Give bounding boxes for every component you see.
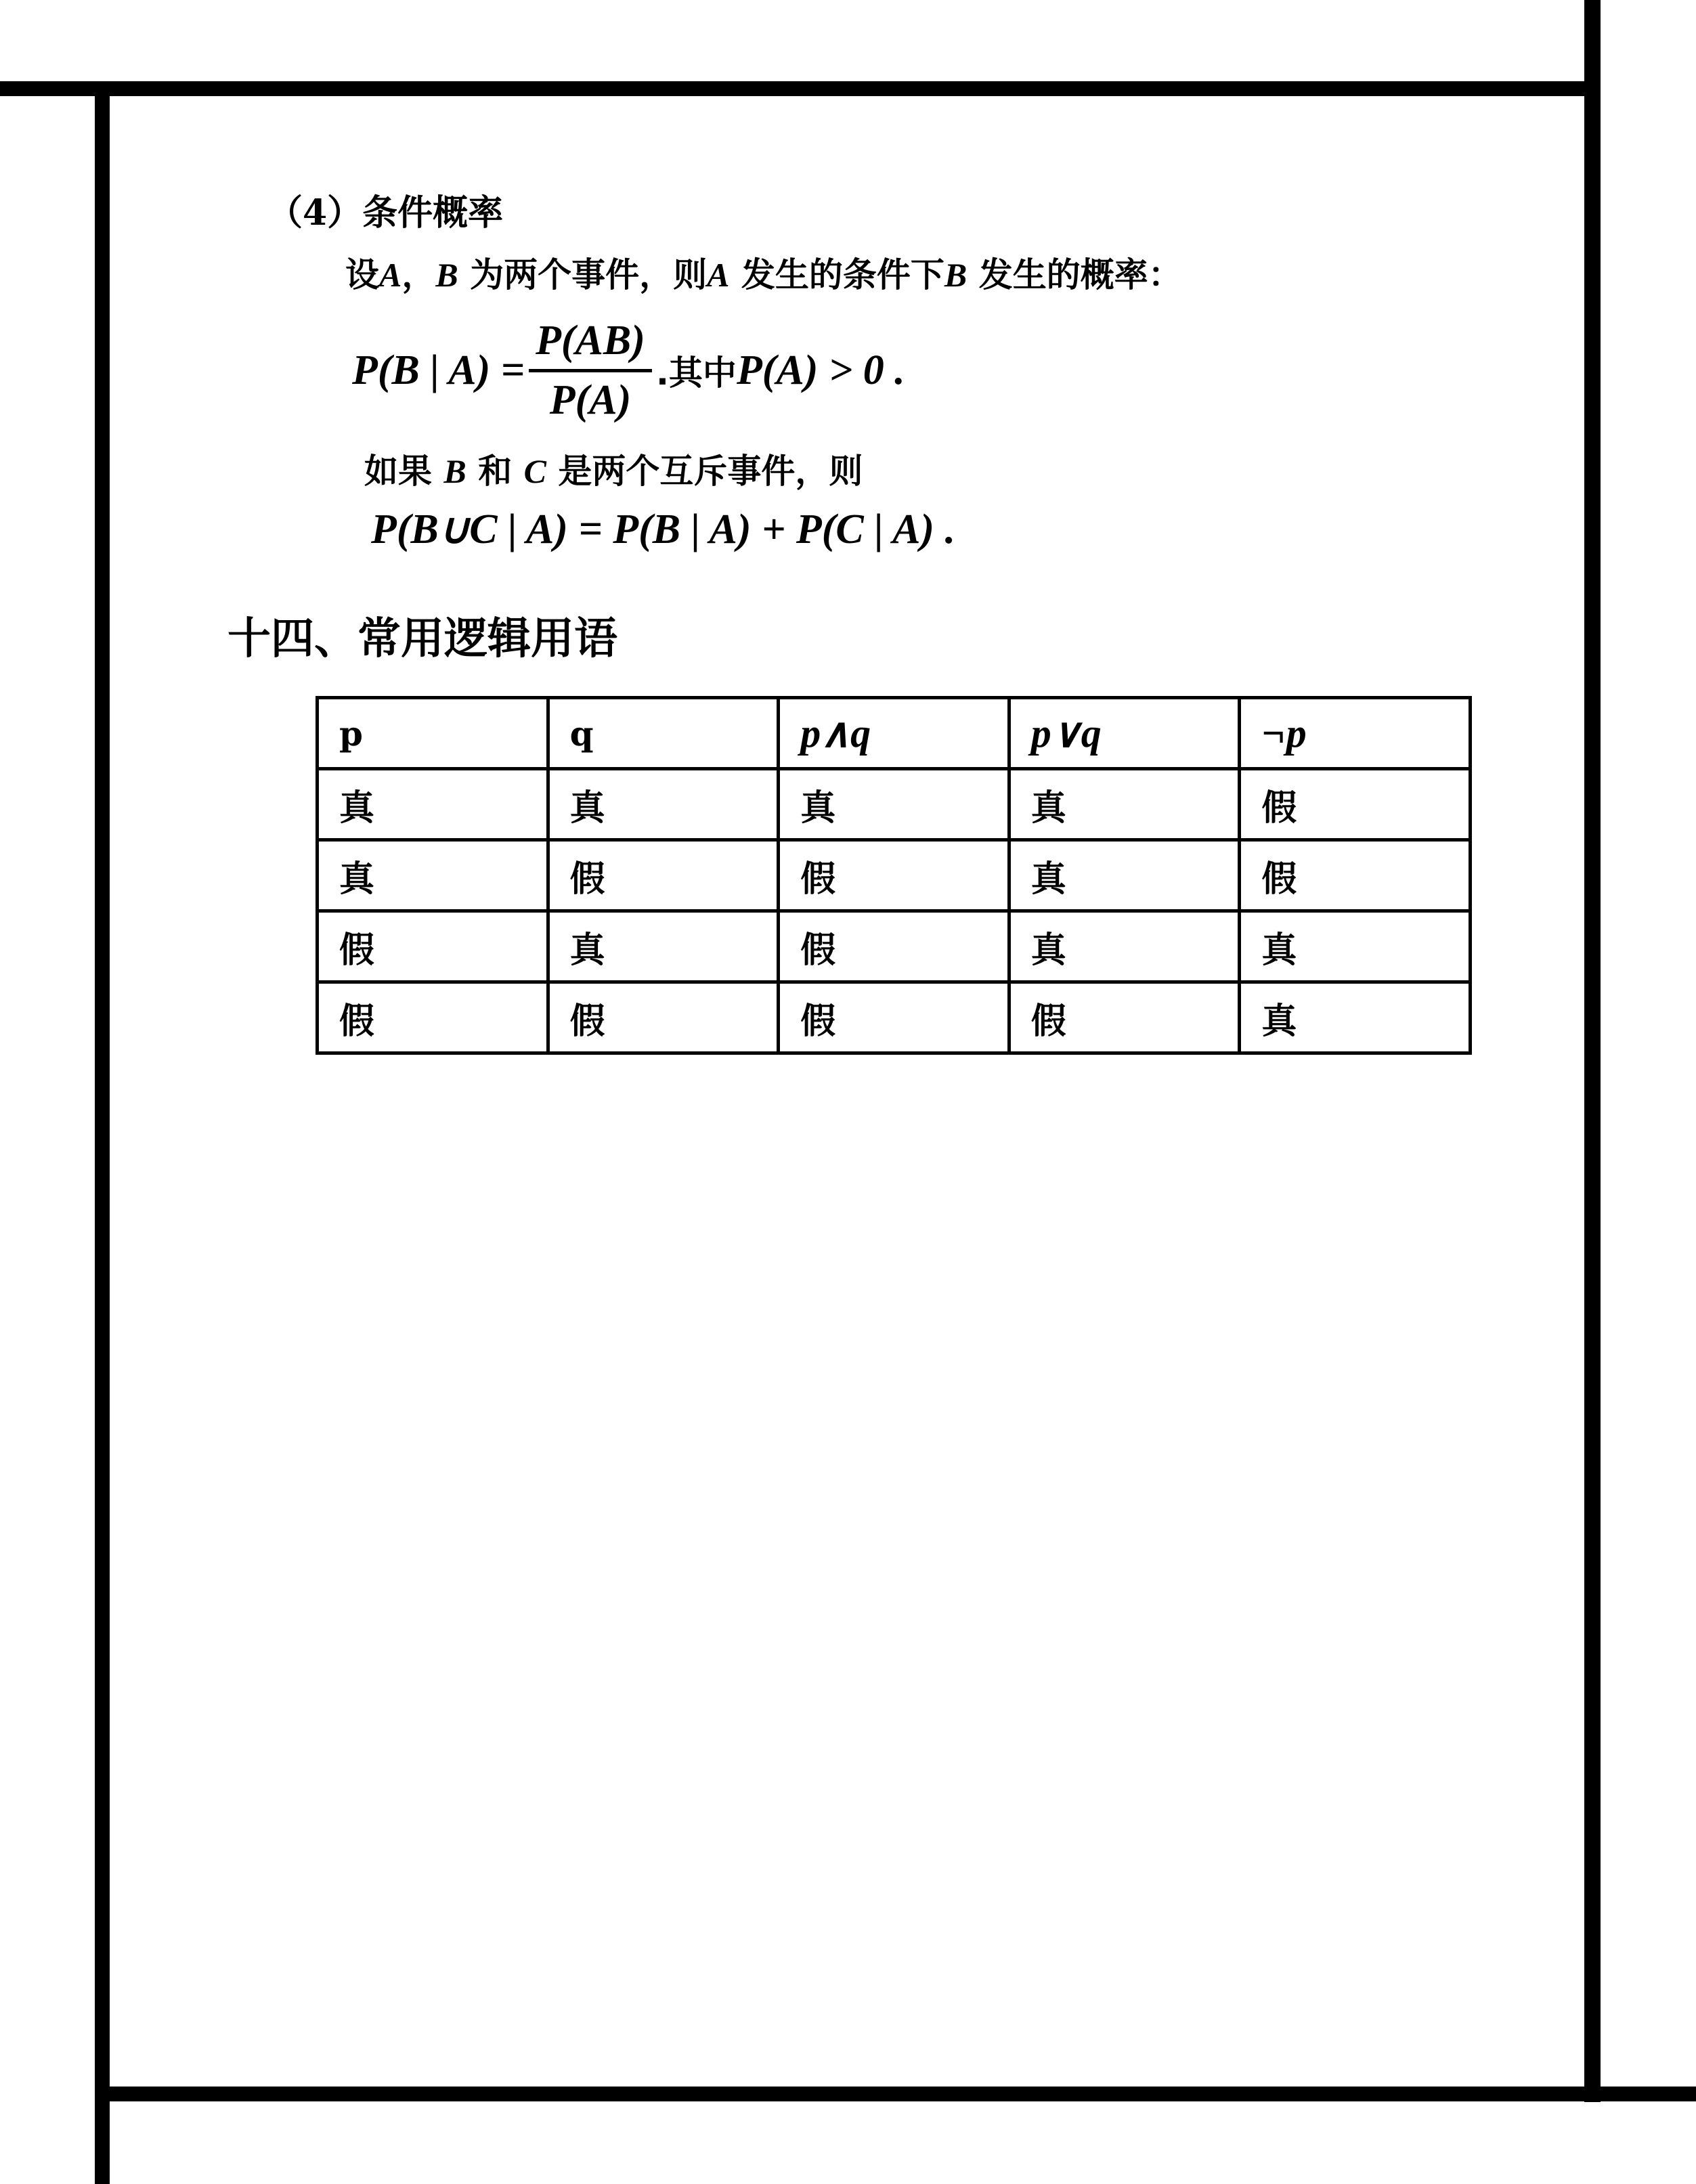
condition-middle: 和 xyxy=(478,451,513,491)
intro-middle: 为两个事件，则 xyxy=(470,255,708,294)
intro-comma: ， xyxy=(401,255,436,294)
table-cell: 假 xyxy=(318,911,548,982)
left-frame-rule xyxy=(95,81,110,2184)
table-cell: 假 xyxy=(779,982,1009,1053)
table-cell: 假 xyxy=(1240,769,1471,840)
table-row xyxy=(318,982,1471,1053)
table-cell: 真 xyxy=(1240,911,1471,982)
intro-suffix: 发生的概率： xyxy=(978,255,1182,294)
table-row xyxy=(318,769,1471,840)
conditional-probability-formula xyxy=(352,313,905,428)
bottom-frame-rule xyxy=(95,2087,1696,2101)
intro-var-b: B xyxy=(435,256,458,294)
intro-var-b2: B xyxy=(944,256,967,294)
table-cell: 假 xyxy=(318,982,548,1053)
subsection-title: （4）条件概率 xyxy=(267,192,504,234)
header-p-or-q: p∨q xyxy=(1009,698,1240,769)
table-cell: 真 xyxy=(548,769,779,840)
header-not-p: ¬p xyxy=(1240,698,1471,769)
formula1-lhs: P(B | A) = xyxy=(352,347,525,393)
condition-suffix: 是两个互斥事件，则 xyxy=(558,451,863,491)
formula1-condition-expr: P(A) > 0 . xyxy=(736,347,905,393)
truth-table xyxy=(316,696,1472,1055)
formula1-denominator: P(A) xyxy=(549,376,632,423)
truth-table-header-row xyxy=(318,698,1471,769)
right-frame-rule xyxy=(1584,0,1601,2102)
intro-middle2: 发生的条件下 xyxy=(741,255,944,294)
formula1-condition-text: .其中 xyxy=(655,353,737,393)
table-cell: 假 xyxy=(1240,840,1471,911)
condition-var-c: C xyxy=(523,452,546,490)
table-cell: 真 xyxy=(318,769,548,840)
header-q: q xyxy=(548,698,779,769)
formula1-fraction xyxy=(529,317,652,424)
formula1-numerator: P(AB) xyxy=(529,317,652,372)
intro-var-a: A xyxy=(379,256,402,294)
table-cell: 假 xyxy=(779,840,1009,911)
table-cell: 真 xyxy=(1009,840,1240,911)
header-p-and-q: p∧q xyxy=(779,698,1009,769)
union-probability-formula: P(B∪C | A) = P(B | A) + P(C | A) . xyxy=(371,506,956,552)
condition-var-b: B xyxy=(443,452,466,490)
table-cell: 真 xyxy=(779,769,1009,840)
table-cell: 真 xyxy=(318,840,548,911)
top-frame-rule xyxy=(0,81,1599,96)
mutually-exclusive-sentence xyxy=(364,444,863,493)
table-cell: 真 xyxy=(1009,769,1240,840)
section-heading: 十四、常用逻辑用语 xyxy=(227,614,617,664)
table-cell: 假 xyxy=(548,982,779,1053)
intro-sentence xyxy=(345,248,1182,297)
table-cell: 假 xyxy=(779,911,1009,982)
table-row xyxy=(318,840,1471,911)
condition-prefix: 如果 xyxy=(364,451,432,491)
header-p: p xyxy=(318,698,548,769)
table-cell: 假 xyxy=(1009,982,1240,1053)
table-cell: 真 xyxy=(1009,911,1240,982)
table-cell: 真 xyxy=(1240,982,1471,1053)
table-cell: 假 xyxy=(548,840,779,911)
intro-var-a2: A xyxy=(707,256,730,294)
intro-prefix: 设 xyxy=(345,255,379,294)
table-cell: 真 xyxy=(548,911,779,982)
table-row xyxy=(318,911,1471,982)
